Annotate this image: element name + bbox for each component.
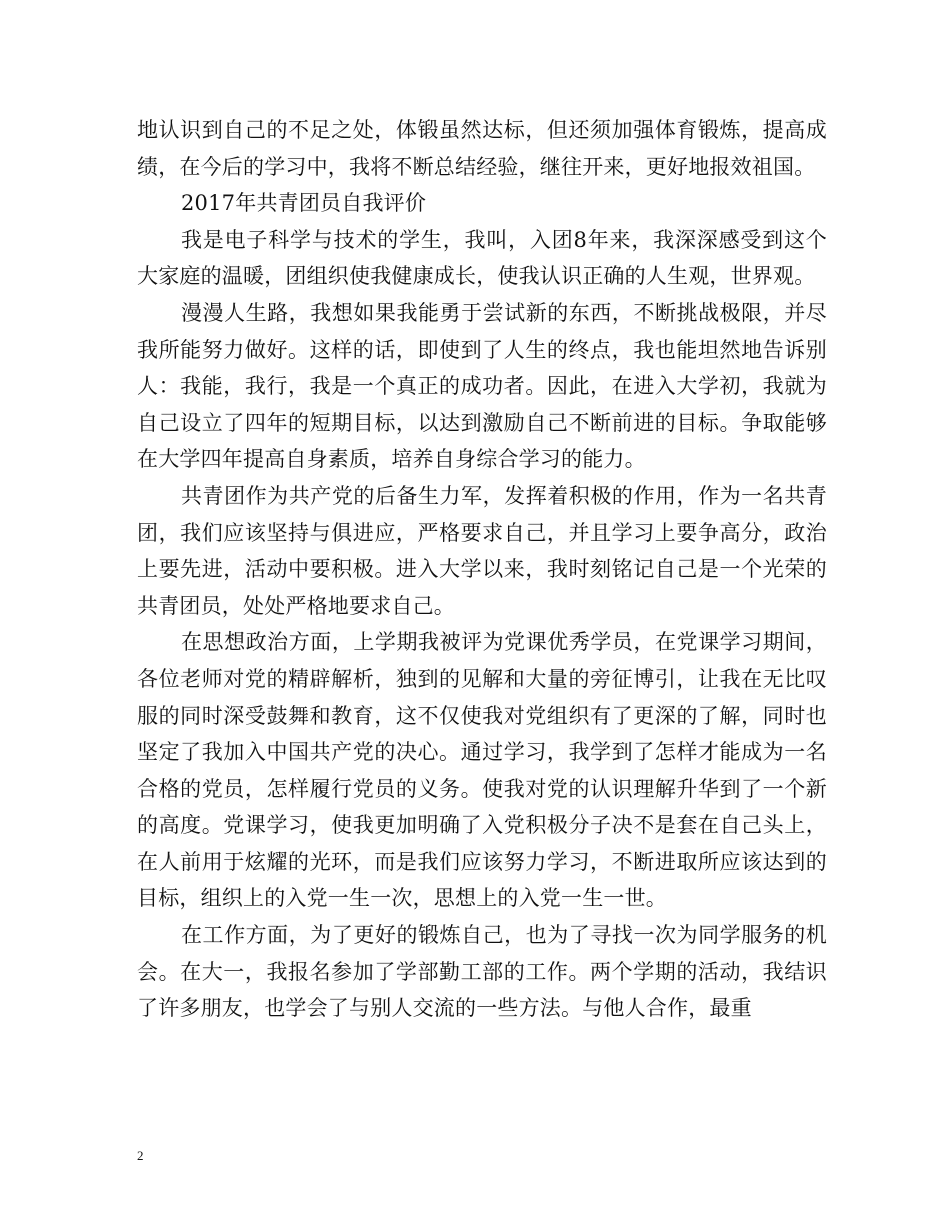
paragraph-6: 在工作方面，为了更好的锻炼自己，也为了寻找一次为同学服务的机会。在大一，我报名参加了学部勤工部的工作。两个学期的活动，我结识了许多朋友，也学会了与别人交流的一些方法。与他人合作，最重 (137, 923, 827, 1021)
paragraph-4: 共青团作为共产党的后备生力军，发挥着积极的作用，作为一名共青团，我们应该坚持与俱进应，严格要求自己，并且学习上要争高分，政治上要先进，活动中要积极。进入大学以来，我时刻铭记自己是一个光荣的共青团员，处处严格地要求自己。 (137, 483, 827, 618)
document-body (137, 112, 827, 1027)
paragraph-2: 我是电子科学与技术的学生，我叫，入团8年来，我深深感受到这个大家庭的温暖，团组织使我健康成长，使我认识正确的人生观，世界观。 (137, 227, 827, 289)
page-number: 2 (137, 1148, 144, 1163)
paragraph-3: 漫漫人生路，我想如果我能勇于尝试新的东西，不断挑战极限，并尽我所能努力做好。这样的话，即使到了人生的终点，我也能坦然地告诉别人：我能，我行，我是一个真正的成功者。因此，在进入大学初，我就为自己设立了四年的短期目标，以达到激励自己不断前进的目标。争取能够在大学四年提高自身素质，培养自身综合学习的能力。 (137, 300, 827, 472)
section-heading: 2017年共青团员自我评价 (181, 191, 427, 216)
paragraph-1: 地认识到自己的不足之处，体锻虽然达标，但还须加强体育锻炼，提高成绩，在今后的学习中，我将不断总结经验，继往开来，更好地报效祖国。 (137, 118, 827, 179)
paragraph-5: 在思想政治方面，上学期我被评为党课优秀学员，在党课学习期间，各位老师对党的精辟解析，独到的见解和大量的旁征博引，让我在无比叹服的同时深受鼓舞和教育，这不仅使我对党组织有了更深的了解，同时也坚定了我加入中国共产党的决心。通过学习，我学到了怎样才能成为一名合格的党员，怎样履行党员的义务。使我对党的认识理解升华到了一个新的高度。党课学习，使我更加明确了入党积极分子决不是套在自己头上，在人前用于炫耀的光环，而是我们应该努力学习，不断进取所应该达到的目标，组织上的入党一生一次，思想上的入党一生一世。 (137, 630, 827, 911)
